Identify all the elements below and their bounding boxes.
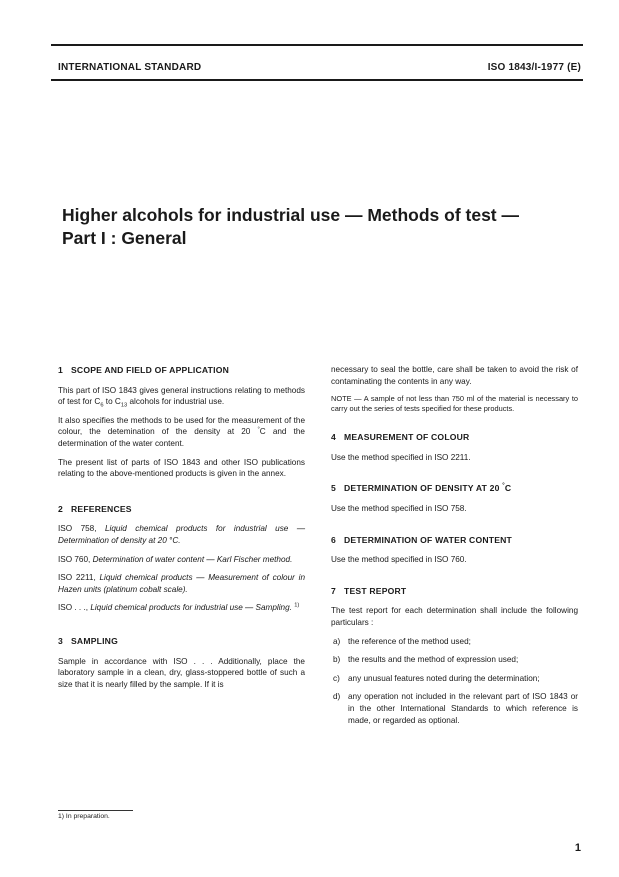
paragraph: The present list of parts of ISO 1843 and other ISO publications relating to the above-mentioned products is given in the annex. (58, 457, 305, 479)
reference-item: ISO 760, Determination of water content — Karl Fischer method. (58, 554, 293, 564)
document-title (62, 204, 519, 250)
title-line-1: Higher alcohols for industrial use — Methods of test — (62, 205, 519, 225)
section-heading: 1 SCOPE AND FIELD OF APPLICATION (58, 365, 229, 375)
footnote-rule (58, 810, 133, 811)
section-heading: 5 DETERMINATION OF DENSITY AT 20 °C (331, 483, 512, 494)
section-test-report (331, 586, 578, 726)
note: NOTE — A sample of not less than 750 ml of the material is necessary to carry out the series of tests specified for these products. (331, 394, 578, 414)
section-colour (331, 432, 578, 463)
page-number: 1 (574, 842, 581, 854)
paragraph: Use the method specified in ISO 2211. (331, 452, 471, 462)
paragraph: Use the method specified in ISO 760. (331, 555, 467, 565)
reference-item: ISO . . ., Liquid chemical products for industrial use — Sampling. $^{1)}$ (58, 602, 300, 613)
section-heading: 6 DETERMINATION OF WATER CONTENT (331, 534, 512, 545)
section-heading: 7 TEST REPORT (331, 585, 407, 596)
reference-item: ISO 758, Liquid chemical products for industrial use — Determination of density at 20 °C. (58, 524, 306, 545)
header-rule (51, 79, 583, 81)
title-line-2: Part I : General (62, 228, 187, 248)
list-item: d) any operation not included in the relevant part of ISO 1843 or in the other International Standards to which reference is made, or regarded as optional. (333, 692, 578, 725)
left-column (58, 365, 305, 706)
paragraph: It also specifies the methods to be used for the measurement of the colour, the detemination of the density at 20 °C and the determination of the water content. (58, 415, 305, 448)
reference-item: ISO 2211, Liquid chemical products — Measurement of colour in Hazen units (platinum cobalt scale). (58, 573, 305, 594)
paragraph: The test report for each determination shall include the following particulars : (331, 606, 578, 627)
list-item: b) the results and the method of expression used; (333, 655, 519, 665)
section-heading: 2 REFERENCES (58, 503, 132, 514)
section-heading: 4 MEASUREMENT OF COLOUR (331, 432, 470, 443)
right-column (331, 364, 578, 742)
section-heading: 3 SAMPLING (58, 635, 118, 646)
section-scope (58, 365, 305, 480)
footnote: 1) In preparation. (58, 813, 110, 820)
section-sampling (58, 636, 305, 690)
header-standard-label: INTERNATIONAL STANDARD (58, 62, 202, 73)
paragraph: This part of ISO 1843 gives general instructions relating to methods of test for $C_6$ to $C_{13}$ alcohols for industrial use. (58, 385, 305, 409)
paragraph: Sample in accordance with ISO . . . Additionally, place the laboratory sample in a clean, dry, glass-stoppered bottle of such a size that it is nearly filled by the sample. If it is (58, 656, 305, 689)
paragraph: necessary to seal the bottle, care shall be taken to avoid the risk of contaminating the contents in any way. (331, 365, 578, 386)
section-density (331, 483, 578, 514)
header-document-number: ISO 1843/I-1977 (E) (487, 62, 581, 73)
list-item: a) the reference of the method used; (333, 636, 471, 646)
section-references (58, 504, 305, 614)
list-item: c) any unusual features noted during the determination; (333, 673, 540, 683)
top-rule (51, 44, 583, 46)
paragraph: Use the method specified in ISO 758. (331, 503, 467, 513)
section-water (331, 535, 578, 566)
